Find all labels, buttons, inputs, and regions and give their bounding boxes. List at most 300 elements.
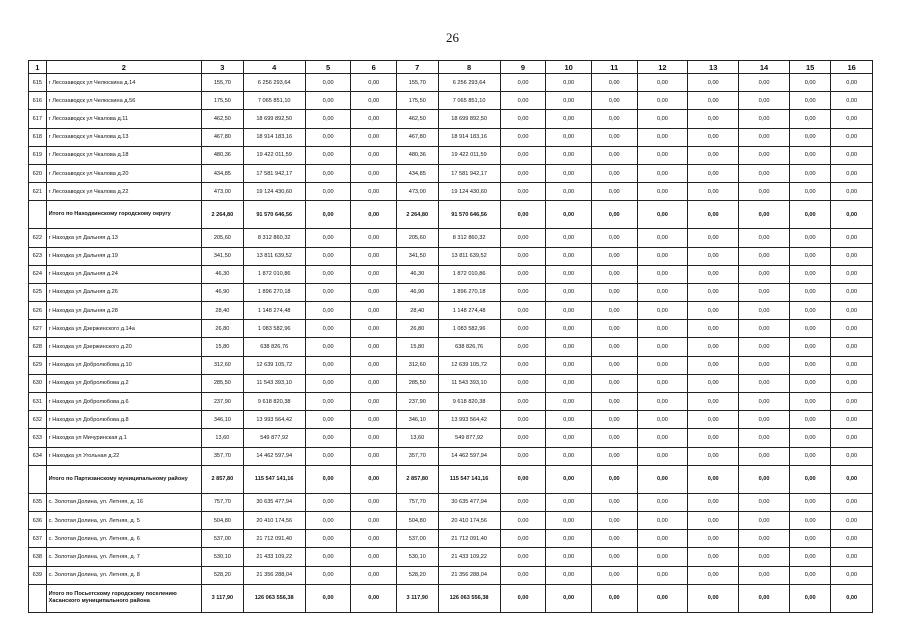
row-number: 633 <box>29 429 47 447</box>
zero-cell: 0,00 <box>591 183 637 201</box>
row-number: 624 <box>29 265 47 283</box>
cost-total-cell: 19 422 011,59 <box>438 146 500 164</box>
cost-cell: 17 581 942,17 <box>243 164 305 182</box>
zero-cell: 0,00 <box>789 429 830 447</box>
zero-cell: 0,00 <box>688 164 739 182</box>
cost-cell: 6 256 293,64 <box>243 74 305 92</box>
zero-cell: 0,00 <box>637 566 688 584</box>
table-row <box>29 164 873 182</box>
zero-cell: 0,00 <box>591 146 637 164</box>
row-number: 615 <box>29 74 47 92</box>
zero-cell: 0,00 <box>500 265 546 283</box>
area-cell: 467,80 <box>202 128 243 146</box>
row-number: 622 <box>29 229 47 247</box>
zero-cell: 0,00 <box>500 393 546 411</box>
cost-total-cell: 13 811 639,52 <box>438 247 500 265</box>
cost-total-cell: 14 462 597,94 <box>438 447 500 465</box>
area-total-cell: 28,40 <box>397 302 438 320</box>
zero-cell: 0,00 <box>688 320 739 338</box>
zero-cell: 0,00 <box>789 265 830 283</box>
zero-cell: 0,00 <box>546 201 592 229</box>
zero-cell: 0,00 <box>591 447 637 465</box>
column-header-3: 3 <box>202 61 243 74</box>
zero-cell: 0,00 <box>688 493 739 511</box>
zero-cell: 0,00 <box>688 530 739 548</box>
zero-cell: 0,00 <box>637 302 688 320</box>
table-row <box>29 548 873 566</box>
cost-total-cell: 7 065 851,10 <box>438 92 500 110</box>
zero-cell: 0,00 <box>831 447 873 465</box>
zero-cell: 0,00 <box>831 548 873 566</box>
zero-cell: 0,00 <box>739 110 790 128</box>
zero-cell: 0,00 <box>789 74 830 92</box>
column-header-8: 8 <box>438 61 500 74</box>
row-number: 637 <box>29 530 47 548</box>
zero-cell: 0,00 <box>688 247 739 265</box>
zero-cell: 0,00 <box>688 183 739 201</box>
area-cell: 3 117,90 <box>202 584 243 612</box>
area-cell: 28,40 <box>202 302 243 320</box>
zero-cell: 0,00 <box>789 393 830 411</box>
row-number: 626 <box>29 302 47 320</box>
zero-cell: 0,00 <box>546 338 592 356</box>
zero-cell: 0,00 <box>739 201 790 229</box>
area-cell: 434,85 <box>202 164 243 182</box>
zero-cell: 0,00 <box>305 548 351 566</box>
zero-cell: 0,00 <box>351 356 397 374</box>
zero-cell: 0,00 <box>546 530 592 548</box>
area-total-cell: 757,70 <box>397 493 438 511</box>
zero-cell: 0,00 <box>500 110 546 128</box>
zero-cell: 0,00 <box>739 374 790 392</box>
row-number: 619 <box>29 146 47 164</box>
area-cell: 285,50 <box>202 374 243 392</box>
zero-cell: 0,00 <box>637 511 688 529</box>
zero-cell: 0,00 <box>546 92 592 110</box>
zero-cell: 0,00 <box>637 530 688 548</box>
zero-cell: 0,00 <box>688 283 739 301</box>
area-cell: 46,90 <box>202 283 243 301</box>
table-row <box>29 265 873 283</box>
cost-total-cell: 18 914 183,16 <box>438 128 500 146</box>
area-total-cell: 3 117,90 <box>397 584 438 612</box>
zero-cell: 0,00 <box>546 548 592 566</box>
zero-cell: 0,00 <box>789 356 830 374</box>
table-row <box>29 530 873 548</box>
zero-cell: 0,00 <box>591 566 637 584</box>
column-header-7: 7 <box>397 61 438 74</box>
table-row <box>29 411 873 429</box>
zero-cell: 0,00 <box>739 493 790 511</box>
zero-cell: 0,00 <box>831 146 873 164</box>
zero-cell: 0,00 <box>500 338 546 356</box>
column-header-12: 12 <box>637 61 688 74</box>
subtotal-row <box>29 584 873 612</box>
zero-cell: 0,00 <box>305 338 351 356</box>
zero-cell: 0,00 <box>739 265 790 283</box>
zero-cell: 0,00 <box>305 530 351 548</box>
zero-cell: 0,00 <box>831 493 873 511</box>
zero-cell: 0,00 <box>591 530 637 548</box>
zero-cell: 0,00 <box>351 393 397 411</box>
zero-cell: 0,00 <box>591 283 637 301</box>
area-cell: 13,60 <box>202 429 243 447</box>
zero-cell: 0,00 <box>637 411 688 429</box>
zero-cell: 0,00 <box>591 511 637 529</box>
area-cell: 346,10 <box>202 411 243 429</box>
area-cell: 237,90 <box>202 393 243 411</box>
zero-cell: 0,00 <box>500 374 546 392</box>
zero-cell: 0,00 <box>789 584 830 612</box>
address-cell: г Находка ул Мичуринская д.1 <box>46 429 202 447</box>
zero-cell: 0,00 <box>637 429 688 447</box>
cost-cell: 11 543 393,10 <box>243 374 305 392</box>
zero-cell: 0,00 <box>305 283 351 301</box>
zero-cell: 0,00 <box>831 429 873 447</box>
area-cell: 155,70 <box>202 74 243 92</box>
cost-total-cell: 115 547 141,16 <box>438 465 500 493</box>
zero-cell: 0,00 <box>831 411 873 429</box>
table-row <box>29 429 873 447</box>
zero-cell: 0,00 <box>500 548 546 566</box>
cost-cell: 21 433 109,22 <box>243 548 305 566</box>
area-cell: 537,00 <box>202 530 243 548</box>
zero-cell: 0,00 <box>305 393 351 411</box>
row-number: 634 <box>29 447 47 465</box>
zero-cell: 0,00 <box>831 465 873 493</box>
zero-cell: 0,00 <box>546 146 592 164</box>
zero-cell: 0,00 <box>305 411 351 429</box>
address-cell: Итого по Находкинскому городскому округу <box>46 201 202 229</box>
area-cell: 312,60 <box>202 356 243 374</box>
zero-cell: 0,00 <box>591 356 637 374</box>
zero-cell: 0,00 <box>739 302 790 320</box>
area-cell: 2 857,80 <box>202 465 243 493</box>
zero-cell: 0,00 <box>500 493 546 511</box>
zero-cell: 0,00 <box>831 164 873 182</box>
cost-total-cell: 1 083 582,96 <box>438 320 500 338</box>
cost-total-cell: 1 896 270,18 <box>438 283 500 301</box>
zero-cell: 0,00 <box>789 511 830 529</box>
zero-cell: 0,00 <box>688 146 739 164</box>
zero-cell: 0,00 <box>351 338 397 356</box>
zero-cell: 0,00 <box>305 183 351 201</box>
zero-cell: 0,00 <box>688 338 739 356</box>
zero-cell: 0,00 <box>591 201 637 229</box>
cost-cell: 18 914 183,16 <box>243 128 305 146</box>
zero-cell: 0,00 <box>831 265 873 283</box>
zero-cell: 0,00 <box>305 229 351 247</box>
cost-cell: 549 877,92 <box>243 429 305 447</box>
row-number: 628 <box>29 338 47 356</box>
zero-cell: 0,00 <box>591 247 637 265</box>
zero-cell: 0,00 <box>688 374 739 392</box>
subtotal-row <box>29 201 873 229</box>
zero-cell: 0,00 <box>351 447 397 465</box>
zero-cell: 0,00 <box>500 128 546 146</box>
cost-cell: 21 712 091,40 <box>243 530 305 548</box>
zero-cell: 0,00 <box>739 584 790 612</box>
zero-cell: 0,00 <box>500 465 546 493</box>
zero-cell: 0,00 <box>500 183 546 201</box>
zero-cell: 0,00 <box>637 283 688 301</box>
zero-cell: 0,00 <box>831 374 873 392</box>
zero-cell: 0,00 <box>637 356 688 374</box>
address-cell: г Находка ул Дальняя д.24 <box>46 265 202 283</box>
zero-cell: 0,00 <box>789 229 830 247</box>
zero-cell: 0,00 <box>500 302 546 320</box>
row-number: 631 <box>29 393 47 411</box>
zero-cell: 0,00 <box>831 92 873 110</box>
zero-cell: 0,00 <box>305 265 351 283</box>
zero-cell: 0,00 <box>637 92 688 110</box>
zero-cell: 0,00 <box>739 320 790 338</box>
zero-cell: 0,00 <box>500 530 546 548</box>
zero-cell: 0,00 <box>546 74 592 92</box>
zero-cell: 0,00 <box>637 548 688 566</box>
address-cell: г Лесозаводск ул Чкалова д.18 <box>46 146 202 164</box>
header-row <box>29 61 873 74</box>
zero-cell: 0,00 <box>351 511 397 529</box>
zero-cell: 0,00 <box>351 183 397 201</box>
zero-cell: 0,00 <box>688 447 739 465</box>
cost-total-cell: 18 699 892,50 <box>438 110 500 128</box>
area-cell: 46,30 <box>202 265 243 283</box>
zero-cell: 0,00 <box>739 411 790 429</box>
zero-cell: 0,00 <box>305 511 351 529</box>
zero-cell: 0,00 <box>305 447 351 465</box>
address-cell: г Находка ул Дальняя д.19 <box>46 247 202 265</box>
zero-cell: 0,00 <box>789 164 830 182</box>
zero-cell: 0,00 <box>591 429 637 447</box>
zero-cell: 0,00 <box>637 164 688 182</box>
zero-cell: 0,00 <box>789 530 830 548</box>
column-header-4: 4 <box>243 61 305 74</box>
zero-cell: 0,00 <box>591 110 637 128</box>
zero-cell: 0,00 <box>546 302 592 320</box>
zero-cell: 0,00 <box>637 374 688 392</box>
zero-cell: 0,00 <box>688 548 739 566</box>
zero-cell: 0,00 <box>789 465 830 493</box>
cost-cell: 30 635 477,94 <box>243 493 305 511</box>
cost-cell: 638 826,76 <box>243 338 305 356</box>
cost-cell: 1 083 582,96 <box>243 320 305 338</box>
zero-cell: 0,00 <box>688 128 739 146</box>
row-number: 636 <box>29 511 47 529</box>
zero-cell: 0,00 <box>546 164 592 182</box>
zero-cell: 0,00 <box>305 201 351 229</box>
zero-cell: 0,00 <box>500 356 546 374</box>
zero-cell: 0,00 <box>591 74 637 92</box>
subtotal-row <box>29 465 873 493</box>
zero-cell: 0,00 <box>591 229 637 247</box>
zero-cell: 0,00 <box>637 493 688 511</box>
address-cell: г Находка ул Дальняя д.26 <box>46 283 202 301</box>
zero-cell: 0,00 <box>739 530 790 548</box>
zero-cell: 0,00 <box>637 229 688 247</box>
register-table-container <box>28 60 873 613</box>
zero-cell: 0,00 <box>831 584 873 612</box>
zero-cell: 0,00 <box>739 183 790 201</box>
area-total-cell: 357,70 <box>397 447 438 465</box>
zero-cell: 0,00 <box>739 74 790 92</box>
zero-cell: 0,00 <box>351 566 397 584</box>
cost-cell: 18 699 892,50 <box>243 110 305 128</box>
zero-cell: 0,00 <box>351 411 397 429</box>
zero-cell: 0,00 <box>591 465 637 493</box>
cost-cell: 19 124 430,60 <box>243 183 305 201</box>
zero-cell: 0,00 <box>591 493 637 511</box>
area-total-cell: 175,50 <box>397 92 438 110</box>
zero-cell: 0,00 <box>546 183 592 201</box>
area-total-cell: 480,36 <box>397 146 438 164</box>
zero-cell: 0,00 <box>789 320 830 338</box>
address-cell: г Находка ул Добролюбова д.8 <box>46 411 202 429</box>
column-header-16: 16 <box>831 61 873 74</box>
zero-cell: 0,00 <box>831 229 873 247</box>
table-row <box>29 74 873 92</box>
cost-total-cell: 126 063 556,38 <box>438 584 500 612</box>
zero-cell: 0,00 <box>351 128 397 146</box>
zero-cell: 0,00 <box>305 247 351 265</box>
zero-cell: 0,00 <box>739 247 790 265</box>
address-cell: с. Золотая Долина, ул. Летняя, д. 6 <box>46 530 202 548</box>
zero-cell: 0,00 <box>500 584 546 612</box>
zero-cell: 0,00 <box>688 110 739 128</box>
zero-cell: 0,00 <box>789 411 830 429</box>
zero-cell: 0,00 <box>546 265 592 283</box>
zero-cell: 0,00 <box>305 356 351 374</box>
address-cell: г Лесозаводск ул Челюскина д.56 <box>46 92 202 110</box>
cost-cell: 1 896 270,18 <box>243 283 305 301</box>
zero-cell: 0,00 <box>688 74 739 92</box>
zero-cell: 0,00 <box>305 128 351 146</box>
cost-cell: 14 462 597,94 <box>243 447 305 465</box>
zero-cell: 0,00 <box>591 164 637 182</box>
cost-total-cell: 21 712 091,40 <box>438 530 500 548</box>
zero-cell: 0,00 <box>789 128 830 146</box>
zero-cell: 0,00 <box>688 465 739 493</box>
cost-total-cell: 17 581 942,17 <box>438 164 500 182</box>
row-number: 621 <box>29 183 47 201</box>
zero-cell: 0,00 <box>305 74 351 92</box>
cost-cell: 13 993 564,42 <box>243 411 305 429</box>
cost-total-cell: 1 872 010,86 <box>438 265 500 283</box>
address-cell: с. Золотая Долина, ул. Летняя, д. 7 <box>46 548 202 566</box>
zero-cell: 0,00 <box>637 183 688 201</box>
address-cell: г Находка ул Добролюбова д.6 <box>46 393 202 411</box>
table-row <box>29 338 873 356</box>
area-total-cell: 285,50 <box>397 374 438 392</box>
address-cell: г Находка ул Дзержинского д.20 <box>46 338 202 356</box>
zero-cell: 0,00 <box>688 584 739 612</box>
zero-cell: 0,00 <box>739 128 790 146</box>
row-number: 616 <box>29 92 47 110</box>
area-cell: 357,70 <box>202 447 243 465</box>
zero-cell: 0,00 <box>688 566 739 584</box>
table-row <box>29 283 873 301</box>
zero-cell: 0,00 <box>546 229 592 247</box>
zero-cell: 0,00 <box>789 92 830 110</box>
zero-cell: 0,00 <box>688 393 739 411</box>
row-number <box>29 465 47 493</box>
cost-total-cell: 30 635 477,94 <box>438 493 500 511</box>
address-cell: г Находка ул Дальняя д.13 <box>46 229 202 247</box>
zero-cell: 0,00 <box>739 338 790 356</box>
row-number <box>29 584 47 612</box>
zero-cell: 0,00 <box>546 393 592 411</box>
area-total-cell: 530,10 <box>397 548 438 566</box>
zero-cell: 0,00 <box>688 511 739 529</box>
zero-cell: 0,00 <box>739 164 790 182</box>
cost-cell: 20 410 174,56 <box>243 511 305 529</box>
address-cell: Итого по Партизанскому муниципальному району <box>46 465 202 493</box>
zero-cell: 0,00 <box>688 302 739 320</box>
cost-cell: 91 570 646,56 <box>243 201 305 229</box>
area-cell: 528,20 <box>202 566 243 584</box>
zero-cell: 0,00 <box>739 229 790 247</box>
zero-cell: 0,00 <box>305 465 351 493</box>
zero-cell: 0,00 <box>831 511 873 529</box>
column-header-10: 10 <box>546 61 592 74</box>
zero-cell: 0,00 <box>351 530 397 548</box>
area-cell: 480,36 <box>202 146 243 164</box>
zero-cell: 0,00 <box>739 92 790 110</box>
zero-cell: 0,00 <box>546 283 592 301</box>
zero-cell: 0,00 <box>546 128 592 146</box>
table-header <box>29 61 873 74</box>
area-total-cell: 467,80 <box>397 128 438 146</box>
zero-cell: 0,00 <box>305 374 351 392</box>
row-number: 632 <box>29 411 47 429</box>
zero-cell: 0,00 <box>688 229 739 247</box>
zero-cell: 0,00 <box>637 201 688 229</box>
page-number: 26 <box>446 30 459 45</box>
zero-cell: 0,00 <box>305 302 351 320</box>
zero-cell: 0,00 <box>305 164 351 182</box>
zero-cell: 0,00 <box>591 411 637 429</box>
register-table <box>28 60 873 613</box>
area-total-cell: 13,60 <box>397 429 438 447</box>
zero-cell: 0,00 <box>637 393 688 411</box>
table-body <box>29 74 873 613</box>
area-cell: 757,70 <box>202 493 243 511</box>
address-cell: г Находка ул Угольная д.22 <box>46 447 202 465</box>
row-number: 630 <box>29 374 47 392</box>
cost-total-cell: 21 356 288,04 <box>438 566 500 584</box>
area-total-cell: 537,00 <box>397 530 438 548</box>
area-cell: 530,10 <box>202 548 243 566</box>
cost-cell: 1 872 010,86 <box>243 265 305 283</box>
area-cell: 205,60 <box>202 229 243 247</box>
zero-cell: 0,00 <box>591 320 637 338</box>
zero-cell: 0,00 <box>500 447 546 465</box>
zero-cell: 0,00 <box>546 584 592 612</box>
zero-cell: 0,00 <box>739 146 790 164</box>
cost-total-cell: 21 433 109,22 <box>438 548 500 566</box>
cost-cell: 8 312 860,32 <box>243 229 305 247</box>
zero-cell: 0,00 <box>305 493 351 511</box>
zero-cell: 0,00 <box>500 566 546 584</box>
area-cell: 2 264,80 <box>202 201 243 229</box>
area-total-cell: 341,50 <box>397 247 438 265</box>
area-cell: 504,80 <box>202 511 243 529</box>
zero-cell: 0,00 <box>789 302 830 320</box>
zero-cell: 0,00 <box>351 201 397 229</box>
cost-cell: 126 063 556,38 <box>243 584 305 612</box>
zero-cell: 0,00 <box>831 338 873 356</box>
cost-total-cell: 11 543 393,10 <box>438 374 500 392</box>
